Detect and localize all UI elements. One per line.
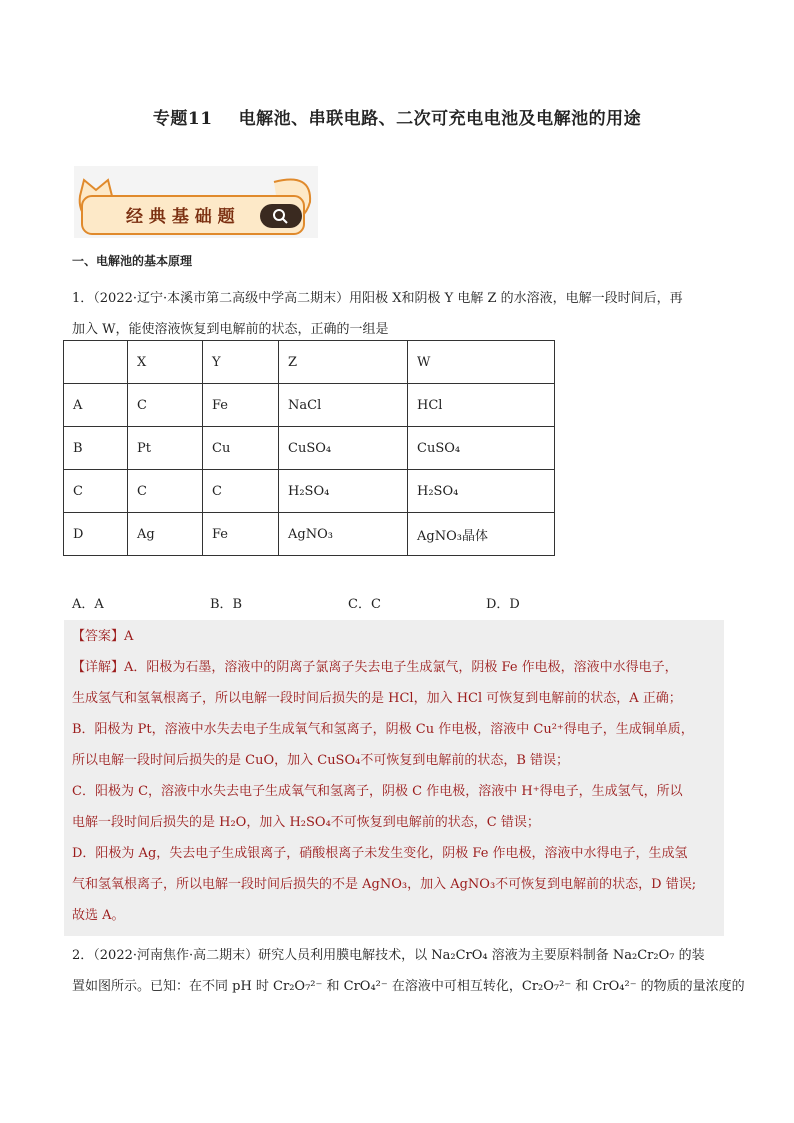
question-1-line2: 加入 W，能使溶液恢复到电解前的状态，正确的一组是 [72, 322, 389, 337]
options-table [63, 340, 555, 556]
table-row [64, 470, 555, 513]
table-cell: HCl [408, 384, 555, 427]
table-cell: Ag [128, 513, 203, 556]
explanation-line: 生成氢气和氢氧根离子，所以电解一段时间后损失的是 HCl，加入 HCl 可恢复到电解前的状态，A 正确； [72, 691, 682, 706]
section-banner [74, 166, 318, 238]
question-2-line1: 2．（2022·河南焦作·高二期末）研究人员利用膜电解技术，以 Na₂CrO₄ 溶液为主要原料制备 Na₂Cr₂O₇ 的装 [72, 948, 705, 963]
title-text: 电解池、串联电路、二次可充电电池及电解池的用途 [238, 109, 642, 129]
table-cell: Cu [203, 427, 279, 470]
answer-label: 【答案】A [72, 629, 134, 644]
table-row [64, 384, 555, 427]
table-cell: W [408, 341, 555, 384]
table-cell: H₂SO₄ [408, 470, 555, 513]
table-cell: X [128, 341, 203, 384]
table-cell: Fe [203, 513, 279, 556]
explanation-line: B．阳极为 Pt，溶液中水失去电子生成氧气和氢离子，阴极 Cu 作电极，溶液中 Cu²⁺得电子，生成铜单质， [72, 722, 694, 737]
question-2 [72, 940, 745, 1002]
title-number: 专题11 [152, 109, 213, 129]
explanation-line: 故选 A。 [72, 908, 125, 923]
table-cell: A [64, 384, 128, 427]
answer-choices [72, 593, 624, 612]
explanation-line: 电解一段时间后损失的是 H₂O，加入 H₂SO₄不可恢复到电解前的状态，C 错误； [72, 815, 540, 830]
table-cell: Z [279, 341, 408, 384]
choice-a: A．A [72, 597, 104, 612]
table-cell: CuSO₄ [279, 427, 408, 470]
table-cell: Fe [203, 384, 279, 427]
table-cell: Y [203, 341, 279, 384]
table-cell: AgNO₃ [279, 513, 408, 556]
answer-explanation [72, 621, 732, 931]
explanation-line: 气和氢氧根离子，所以电解一段时间后损失的不是 AgNO₃，加入 AgNO₃不可恢复到电解前的状态，D 错误; [72, 877, 697, 892]
table-cell: C [64, 470, 128, 513]
section-heading: 一、电解池的基本原理 [72, 254, 193, 268]
choice-d: D．D [486, 597, 520, 612]
table-cell [64, 341, 128, 384]
explanation-line: 【详解】A．阳极为石墨，溶液中的阴离子氯离子失去电子生成氯气，阴极 Fe 作电极，溶液中水得电子， [72, 660, 678, 675]
table-cell: B [64, 427, 128, 470]
banner-label: 经 典 基 础 题 [126, 207, 235, 227]
question-1 [72, 283, 732, 345]
fox-banner-icon [74, 166, 318, 238]
table-cell: AgNO₃晶体 [408, 513, 555, 556]
choice-b: B．B [210, 597, 243, 612]
question-2-line2: 置如图所示。已知：在不同 pH 时 Cr₂O₇²⁻ 和 CrO₄²⁻ 在溶液中可相互转化，Cr₂O₇²⁻ 和 CrO₄²⁻ 的物质的量浓度的 [72, 979, 745, 994]
table-header-row [64, 341, 555, 384]
table-row [64, 513, 555, 556]
choice-c: C．C [348, 597, 381, 612]
table-cell: C [203, 470, 279, 513]
explanation-line: D．阳极为 Ag，失去电子生成银离子，硝酸根离子未发生变化，阴极 Fe 作电极，溶液中水得电子，生成氢 [72, 846, 688, 861]
table-row [64, 427, 555, 470]
table-cell: D [64, 513, 128, 556]
question-1-line1: 1．（2022·辽宁·本溪市第二高级中学高二期末）用阳极 X和阴极 Y 电解 Z 的水溶液，电解一段时间后，再 [72, 291, 683, 306]
table-cell: H₂SO₄ [279, 470, 408, 513]
explanation-line: C．阳极为 C，溶液中水失去电子生成氧气和氢离子，阴极 C 作电极，溶液中 H⁺得电子，生成氢气，所以 [72, 784, 683, 799]
page-title [0, 104, 794, 129]
table-cell: NaCl [279, 384, 408, 427]
explanation-line: 所以电解一段时间后损失的是 CuO，加入 CuSO₄不可恢复到电解前的状态，B 错误； [72, 753, 570, 768]
table-cell: C [128, 384, 203, 427]
table-cell: Pt [128, 427, 203, 470]
table-cell: C [128, 470, 203, 513]
table-cell: CuSO₄ [408, 427, 555, 470]
